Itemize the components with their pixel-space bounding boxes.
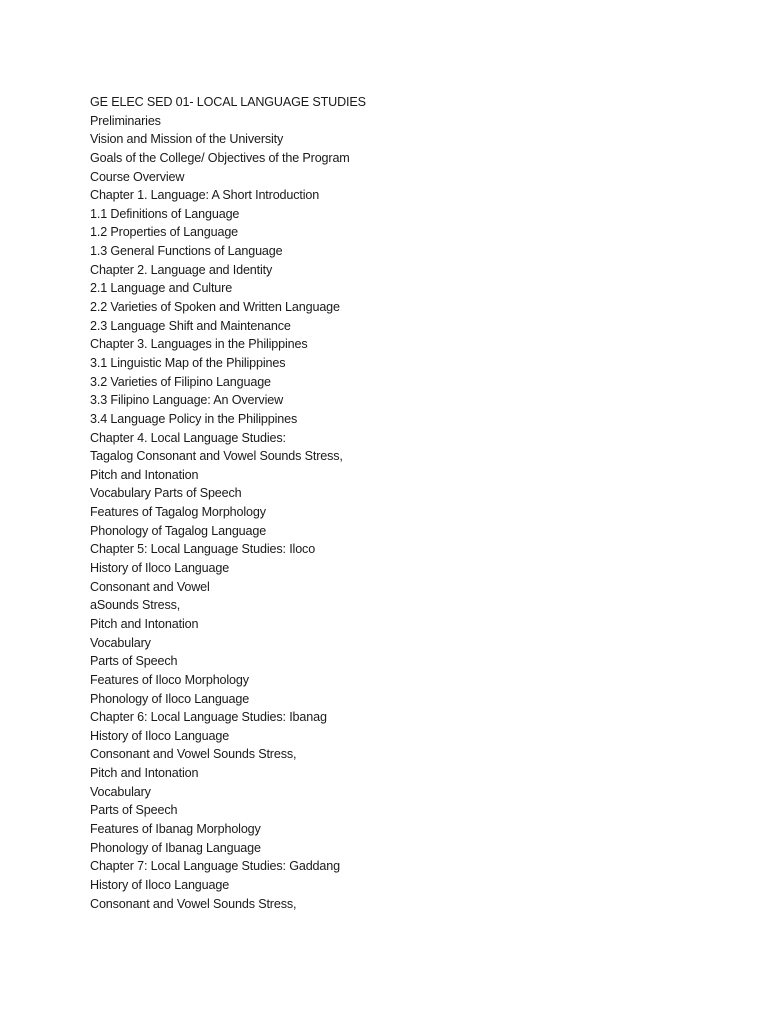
toc-line: Vision and Mission of the University [90,132,284,147]
toc-line: Pitch and Intonation [90,616,199,631]
toc-line: Pitch and Intonation [90,467,199,482]
toc-line: Consonant and Vowel [90,579,210,594]
toc-line: 2.2 Varieties of Spoken and Written Language [90,300,340,315]
table-of-contents [90,93,690,913]
toc-line: Phonology of Tagalog Language [90,523,267,538]
toc-line: Vocabulary [90,784,151,799]
toc-line: Tagalog Consonant and Vowel Sounds Stress, [90,449,343,464]
toc-line: Parts of Speech [90,803,178,818]
toc-line: History of Iloco Language [90,877,230,892]
toc-line: Pitch and Intonation [90,766,199,781]
toc-line: 2.3 Language Shift and Maintenance [90,318,291,333]
toc-line: Chapter 4. Local Language Studies: [90,430,286,445]
toc-line: History of Iloco Language [90,561,230,576]
toc-line: Features of Ibanag Morphology [90,821,261,836]
toc-line: 1.2 Properties of Language [90,225,239,240]
toc-line: aSounds Stress, [90,598,181,613]
toc-line: Chapter 1. Language: A Short Introduction [90,188,320,203]
toc-line: Chapter 3. Languages in the Philippines [90,337,308,352]
toc-line: Chapter 6: Local Language Studies: Ibanag [90,710,327,725]
toc-line: Vocabulary Parts of Speech [90,486,242,501]
toc-line: Features of Tagalog Morphology [90,505,266,520]
toc-line: 1.1 Definitions of Language [90,206,240,221]
toc-line: Chapter 5: Local Language Studies: Iloco [90,542,316,557]
toc-line: 3.3 Filipino Language: An Overview [90,393,284,408]
toc-line: Phonology of Ibanag Language [90,840,261,855]
toc-line: Chapter 7: Local Language Studies: Gaddang [90,859,340,874]
toc-line: Parts of Speech [90,654,178,669]
toc-line: Consonant and Vowel Sounds Stress, [90,747,297,762]
toc-line: Phonology of Iloco Language [90,691,250,706]
toc-line: 3.2 Varieties of Filipino Language [90,374,271,389]
toc-line: 2.1 Language and Culture [90,281,233,296]
document-title: GE ELEC SED 01- LOCAL LANGUAGE STUDIES [90,95,366,109]
toc-line: Preliminaries [90,113,161,128]
toc-line: Chapter 2. Language and Identity [90,262,273,277]
toc-line: Features of Iloco Morphology [90,672,249,687]
toc-line: Goals of the College/ Objectives of the Program [90,150,350,165]
toc-line: Course Overview [90,169,185,184]
toc-line: 3.1 Linguistic Map of the Philippines [90,355,286,370]
toc-line: History of Iloco Language [90,728,230,743]
toc-line: 3.4 Language Policy in the Philippines [90,411,298,426]
toc-line: Consonant and Vowel Sounds Stress, [90,896,297,911]
toc-line: 1.3 General Functions of Language [90,244,283,259]
toc-line: Vocabulary [90,635,151,650]
